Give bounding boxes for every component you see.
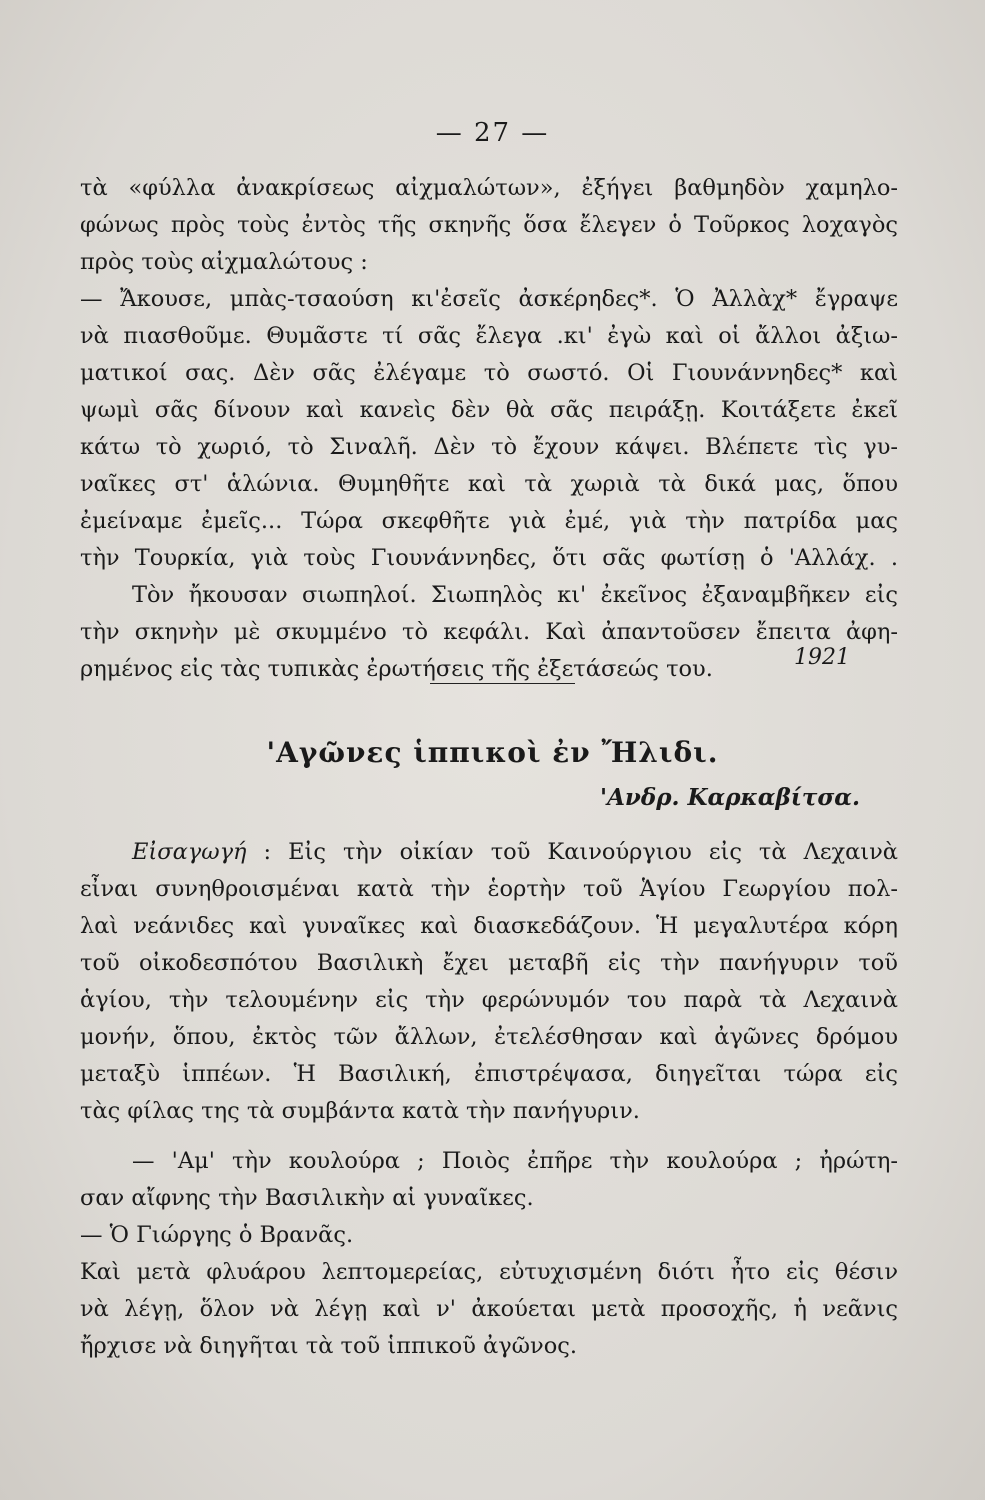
text-line: ἐμείναμε ἐμεῖς... Τώρα σκεφθῆτε γιὰ ἐμέ, γιὰ τὴν πατρίδα μας: [80, 508, 898, 534]
section-divider: [430, 683, 575, 684]
text-line: πρὸς τοὺς αἰχμαλώτους :: [80, 249, 368, 275]
text-line: κάτω τὸ χωριό, τὸ Σιναλῆ. Δὲν τὸ ἔχουν κάψει. Βλέπετε τὶς γυ-: [80, 434, 898, 460]
text-line: φώνως πρὸς τοὺς ἐντὸς τῆς σκηνῆς ὅσα ἔλεγεν ὁ Τοῦρκος λοχαγὸς: [80, 212, 898, 238]
text-line: Τὸν ἤκουσαν σιωπηλοί. Σιωπηλὸς κι' ἐκεῖνος ἐξαναμβῆκεν εἰς: [132, 582, 898, 608]
text-line: τὰς φίλας της τὰ συμβάντα κατὰ τὴν πανήγυριν.: [80, 1098, 640, 1124]
text-line: τὴν Τουρκία, γιὰ τοὺς Γιουνάννηδες, ὅτι σᾶς φωτίσῃ ὁ 'Αλλάχ. .: [80, 545, 898, 571]
page-number: — 27 —: [435, 118, 550, 148]
text-line: σαν αἴφνης τὴν Βασιλικὴν αἱ γυναῖκες.: [80, 1185, 534, 1211]
text-line: ψωμὶ σᾶς δίνουν καὶ κανεὶς δὲν θὰ σᾶς πειράξῃ. Κοιτάξετε ἐκεῖ: [80, 397, 898, 423]
text-line: νὰ λέγῃ, ὅλον νὰ λέγῃ καὶ ν' ἀκούεται μετὰ προσοχῆς, ἡ νεᾶνις: [80, 1296, 898, 1322]
top-paragraph: [80, 170, 898, 688]
text-line: ρημένος εἰς τὰς τυπικὰς ἐρωτήσεις τῆς ἐξετάσεώς του.: [80, 656, 713, 682]
text-line: — Ὁ Γιώργης ὁ Βρανᾶς.: [80, 1222, 354, 1248]
date: 1921: [794, 645, 850, 670]
text-line: ματικοί σας. Δὲν σᾶς ἐλέγαμε τὸ σωστό. Οἱ Γιουνάννηδες* καὶ: [80, 360, 898, 386]
text-line: — 'Αμ' τὴν κουλούρα ; Ποιὸς ἐπῆρε τὴν κουλούρα ; ἠρώτη-: [132, 1148, 898, 1174]
text-line: λαὶ νεάνιδες καὶ γυναῖκες καὶ διασκεδάζουν. Ἡ μεγαλυτέρα κόρη: [80, 913, 898, 939]
author: 'Ανδρ. Καρκαβίτσα.: [600, 784, 860, 811]
text-line: — Ἄκουσε, μπὰς-τσαούση κι'ἐσεῖς ἀσκέρηδες*. Ὁ Ἀλλὰχ* ἔγραψε: [80, 286, 898, 312]
intro-label: Εἰσαγωγή: [132, 839, 247, 865]
intro-paragraph: [80, 834, 898, 1130]
text-line: Καὶ μετὰ φλυάρου λεπτομερείας, εὐτυχισμένη διότι ἦτο εἰς θέσιν: [80, 1259, 898, 1285]
dialogue-paragraph: [80, 1143, 898, 1365]
text-line: εἶναι συνηθροισμέναι κατὰ τὴν ἑορτὴν τοῦ Ἁγίου Γεωργίου πολ-: [80, 876, 898, 902]
text-line: μεταξὺ ἱππέων. Ἡ Βασιλική, ἐπιστρέψασα, διηγεῖται τώρα εἰς: [80, 1061, 898, 1087]
text-line: ναῖκες στ' ἁλώνια. Θυμηθῆτε καὶ τὰ χωριὰ τὰ δικά μας, ὅπου: [80, 471, 898, 497]
text-line: νὰ πιασθοῦμε. Θυμᾶστε τί σᾶς ἔλεγα .κι' ἐγὼ καὶ οἱ ἄλλοι ἀξιω-: [80, 323, 898, 349]
text-line: [80, 834, 898, 871]
text-line: τὴν σκηνὴν μὲ σκυμμένο τὸ κεφάλι. Καὶ ἀπαντοῦσεν ἔπειτα ἀφη-: [80, 619, 898, 645]
intro-first-line: : Εἰς τὴν οἰκίαν τοῦ Καινούργιου εἰς τὰ Λεχαινὰ: [246, 839, 898, 865]
text-line: ἁγίου, τὴν τελουμένην εἰς τὴν φερώνυμόν του παρὰ τὰ Λεχαινὰ: [80, 987, 898, 1013]
text-line: ἤρχισε νὰ διηγῆται τὰ τοῦ ἱππικοῦ ἀγῶνος.: [80, 1333, 577, 1359]
section-title: 'Αγῶνες ἱππικοὶ ἐν Ἤλιδι.: [266, 736, 719, 769]
text-line: μονήν, ὅπου, ἐκτὸς τῶν ἄλλων, ἐτελέσθησαν καὶ ἀγῶνες δρόμου: [80, 1024, 898, 1050]
text-line: τὰ «φύλλα ἀνακρίσεως αἰχμαλώτων», ἐξήγει βαθμηδὸν χαμηλο-: [80, 175, 898, 201]
text-line: τοῦ οἰκοδεσπότου Βασιλικὴ ἔχει μεταβῆ εἰς τὴν πανήγυριν τοῦ: [80, 950, 898, 976]
